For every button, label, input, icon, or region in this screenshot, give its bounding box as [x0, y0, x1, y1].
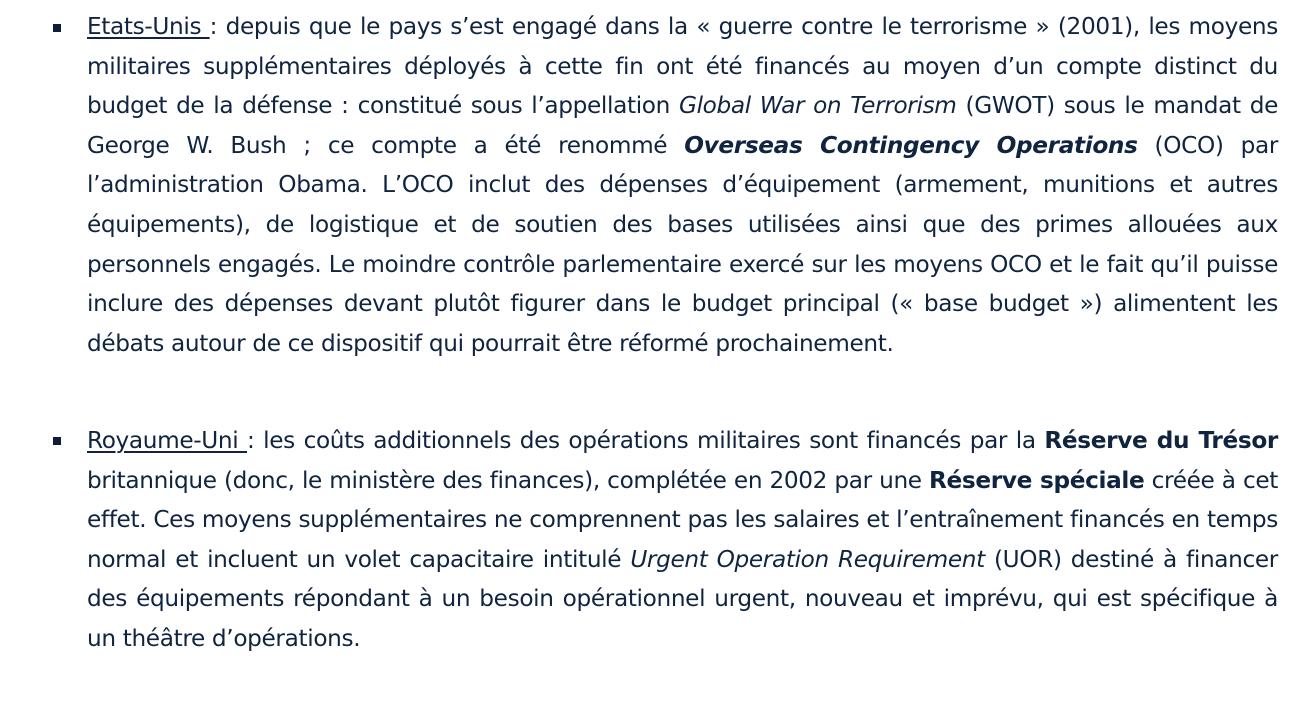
- bold-italic-term-oco: Overseas Contingency Operations: [684, 131, 1138, 159]
- paragraph-text: : depuis que le pays s’est engagé dans la « guerre contre le terrorisme » (2001), les moyens militaires supplémentaires déployés à cette fin ont été financés au moyen d’un compte distinct du budget de la défense : constitué sous l’appellation: [87, 13, 1278, 120]
- country-heading-royaume-uni: Royaume-Uni: [87, 427, 248, 454]
- italic-term-gwot: Global War on Terrorism: [678, 92, 957, 120]
- list-item-etats-unis: [87, 7, 1278, 363]
- paragraph-text: (OCO) par l’administration Obama. L’OCO inclut des dépenses d’équipement (armement, munitions et autres équipements), de logistique et de soutien des bases utilisées ainsi que des primes allouées aux personnels engagés. Le moindre contrôle parlementaire exercé sur les moyens OCO et le fait qu’il puisse inclure des dépenses devant plutôt figurer dans le budget principal (« base budget ») alimentent les débats autour de ce dispositif qui pourrait être réformé prochainement.: [87, 131, 1278, 357]
- square-bullet-icon: [53, 24, 61, 32]
- country-heading-etats-unis: Etats-Unis: [87, 13, 210, 40]
- bold-term-reserve-speciale: Réserve spéciale: [929, 466, 1145, 494]
- list-item-royaume-uni: [87, 421, 1278, 659]
- square-bullet-icon: [53, 437, 61, 445]
- bold-term-reserve-tresor: Réserve du Trésor: [1044, 427, 1278, 454]
- paragraph-text: : les coûts additionnels des opérations militaires sont financés par la: [247, 427, 1045, 454]
- paragraph-text: (UOR) destiné à financer des équipements répondant à un besoin opérationnel urgent, nouveau et imprévu, qui est spécifique à un théâtre d’opérations.: [87, 545, 1278, 652]
- paragraph-text: britannique (donc, le ministère des finances), complétée en 2002 par une: [87, 466, 930, 494]
- paragraph-text: (GWOT) sous le mandat de George W. Bush ; ce compte a été renommé: [87, 92, 1278, 159]
- italic-term-uor: Urgent Operation Requirement: [630, 545, 985, 573]
- paragraph-text: créée à cet effet. Ces moyens supplémentaires ne comprennent pas les salaires et l’entraînement financés en temps normal et incluent un volet capacitaire intitulé: [87, 466, 1279, 573]
